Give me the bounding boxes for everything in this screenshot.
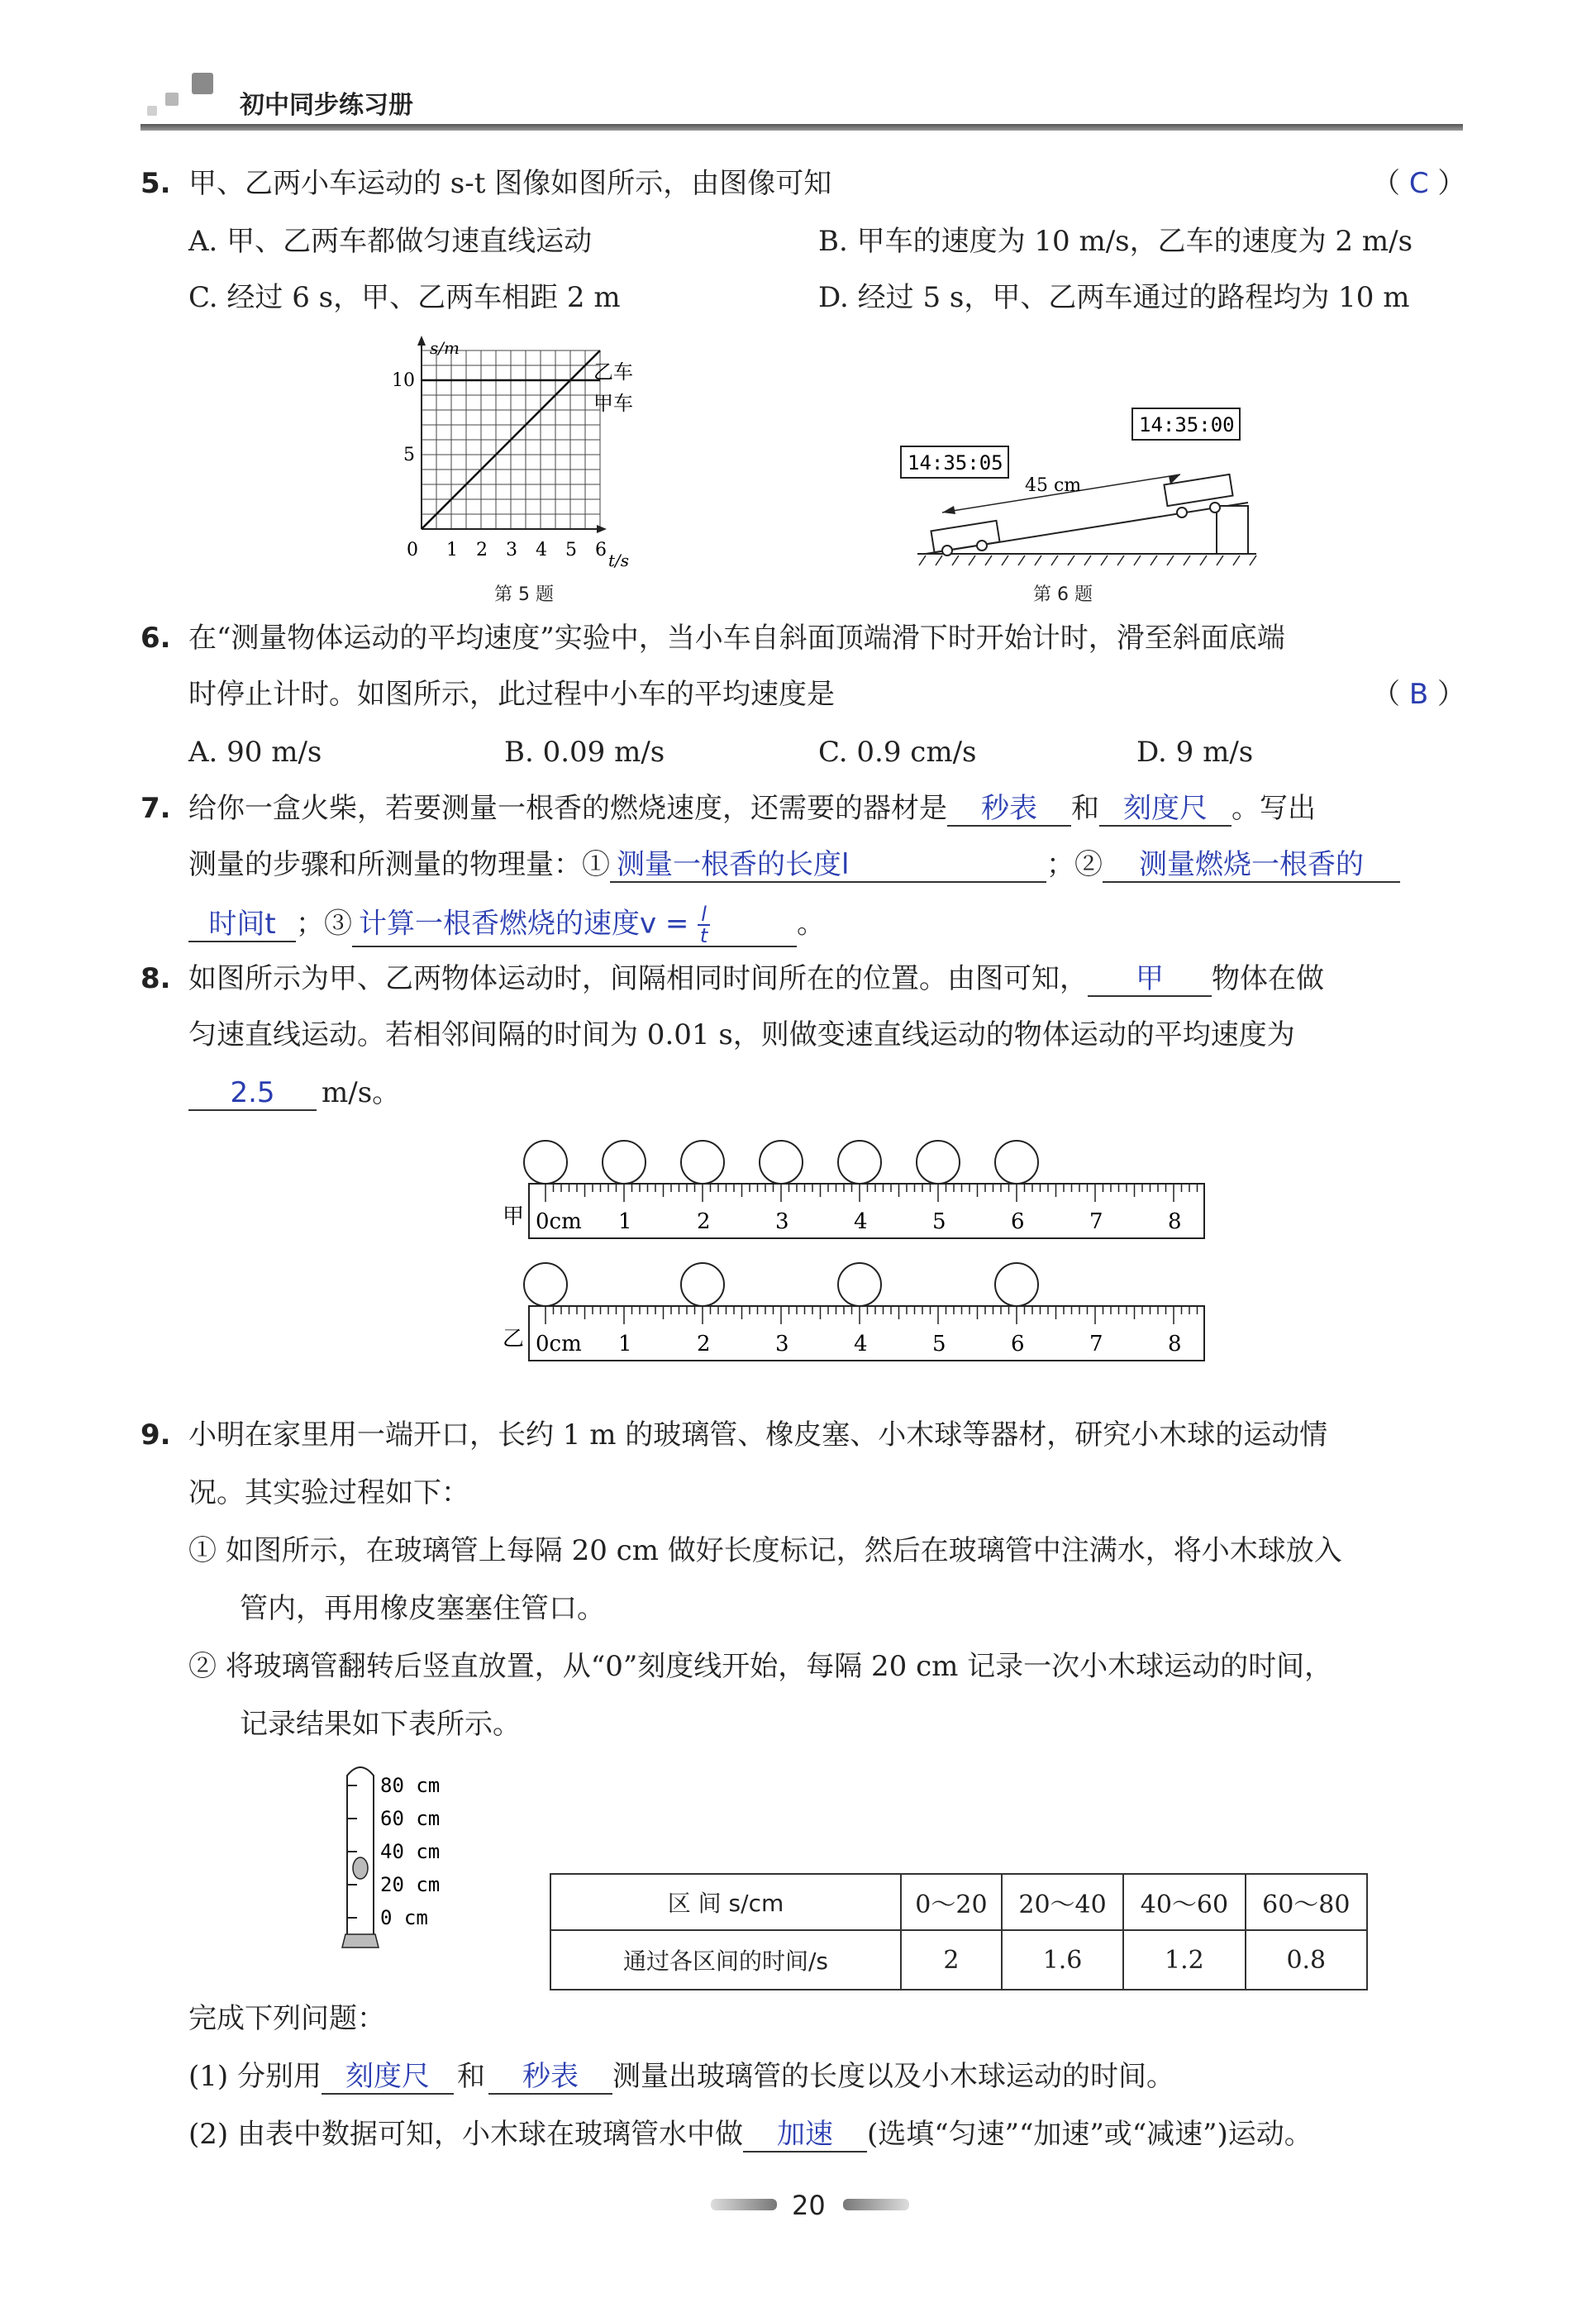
q8-text1: 如图所示为甲、乙两物体运动时，间隔相同时间所在的位置。由图可知， bbox=[188, 962, 1088, 995]
q7-line2 bbox=[188, 848, 1400, 883]
q9-glass-tube-figure bbox=[331, 1752, 529, 1951]
q9-sub1-blank2: 秒表 bbox=[488, 2060, 612, 2095]
q9-table-header-time: 通过各区间的时间/s bbox=[550, 1930, 901, 1990]
header-rule bbox=[141, 124, 1463, 131]
q5-y-tick: 5 bbox=[403, 445, 415, 465]
q8-line2: 匀速直线运动。若相邻间隔的时间为 0.01 s，则做变速直线运动的物体运动的平均速度为 bbox=[188, 1018, 1295, 1051]
q6-answer-bracket: （ B ） bbox=[1372, 678, 1465, 711]
q6-option-b: B. 0.09 m/s bbox=[504, 736, 665, 769]
q9-step1-line2: 管内，再用橡皮塞塞住管口。 bbox=[240, 1592, 605, 1625]
q8-unit: m/s。 bbox=[322, 1076, 401, 1109]
q8-ball bbox=[524, 1141, 567, 1184]
q9-sub2-pre: (2) 由表中数据可知，小木球在玻璃管水中做 bbox=[188, 2118, 743, 2151]
q7-line3 bbox=[188, 904, 825, 947]
q9-complete-label: 完成下列问题： bbox=[188, 2002, 385, 2035]
q8-ruler-label: 5 bbox=[932, 1332, 946, 1356]
q8-ball bbox=[681, 1263, 724, 1306]
q9-sub1 bbox=[188, 2060, 1174, 2095]
q7-fraction bbox=[698, 904, 710, 946]
q8-ball bbox=[524, 1263, 567, 1306]
q6-ground-hatch bbox=[919, 555, 1256, 565]
q5-legend-jia: 甲车 bbox=[593, 392, 633, 415]
q6-cart-bottom-wheel bbox=[977, 541, 987, 551]
q6-option-c: C. 0.9 cm/s bbox=[818, 736, 977, 769]
q8-ruler-label: 3 bbox=[775, 1332, 789, 1356]
q6-distance-label: 45 cm bbox=[1025, 475, 1082, 496]
q9-table-time: 0.8 bbox=[1246, 1930, 1367, 1990]
q8-ruler-label: 6 bbox=[1011, 1332, 1025, 1356]
q8-blank-object: 甲 bbox=[1088, 962, 1212, 997]
q5-x-tick: 6 bbox=[595, 540, 607, 560]
footer-deco-right bbox=[843, 2199, 909, 2210]
header-deco-square-large bbox=[192, 73, 213, 94]
q5-number: 5. bbox=[141, 167, 171, 200]
q5-x-tick: 2 bbox=[476, 540, 488, 560]
q7-sep2: ；② bbox=[1046, 848, 1103, 881]
q8-ruler-jia bbox=[524, 1141, 1204, 1238]
q9-sub1-pre: (1) 分别用 bbox=[188, 2060, 322, 2093]
q5-y-tick: 10 bbox=[392, 370, 415, 391]
q9-sub2-post: (选填“匀速”“加速”或“减速”)运动。 bbox=[866, 2118, 1313, 2151]
page-number: 20 bbox=[792, 2190, 826, 2221]
q7-text2: 。写出 bbox=[1232, 792, 1316, 825]
q8-ruler-label: 0cm bbox=[536, 1332, 582, 1356]
q9-table-time: 1.2 bbox=[1123, 1930, 1245, 1990]
header-deco-square-tiny bbox=[147, 106, 157, 116]
header-title: 初中同步练习册 bbox=[240, 91, 413, 120]
q6-distance-arrow-left bbox=[942, 506, 955, 514]
q7-number: 7. bbox=[141, 792, 171, 825]
q6-stem-line2: 时停止计时。如图所示，此过程中小车的平均速度是 bbox=[188, 678, 835, 711]
q9-data-table bbox=[550, 1873, 1368, 1990]
q9-table-interval: 40～60 bbox=[1123, 1874, 1245, 1930]
q5-x-tick: 5 bbox=[565, 540, 577, 560]
q8-ruler-label: 1 bbox=[618, 1332, 632, 1356]
q8-ball bbox=[838, 1263, 881, 1306]
q5-x-label: t/s bbox=[608, 551, 630, 570]
q8-ruler-label: 4 bbox=[854, 1332, 868, 1356]
q7-text3: 测量的步骤和所测量的物理量：① bbox=[188, 848, 610, 881]
q6-cart-top-wheel bbox=[1210, 503, 1220, 513]
q7-blank-step2a: 测量燃烧一根香的 bbox=[1103, 848, 1400, 883]
q5-x-tick: 4 bbox=[536, 540, 547, 560]
q8-number: 8. bbox=[141, 962, 171, 995]
q8-ruler-label: 2 bbox=[697, 1332, 711, 1356]
q5-option-b: B. 甲车的速度为 10 m/s，乙车的速度为 2 m/s bbox=[818, 225, 1413, 258]
q9-table-time: 2 bbox=[901, 1930, 1002, 1990]
q8-ball bbox=[995, 1141, 1038, 1184]
q9-step1-line1: ① 如图所示，在玻璃管上每隔 20 cm 做好长度标记，然后在玻璃管中注满水，将小木球放入 bbox=[188, 1534, 1342, 1567]
q9-line2: 况。其实验过程如下： bbox=[188, 1476, 469, 1509]
q8-ruler-label: 7 bbox=[1089, 1209, 1103, 1234]
q8-ruler-label: 7 bbox=[1089, 1332, 1103, 1356]
q9-sub2 bbox=[188, 2118, 1313, 2153]
q5-answer-bracket: （ C ） bbox=[1372, 167, 1466, 200]
q7-blank-step3 bbox=[352, 904, 797, 947]
q8-label-jia: 甲 bbox=[503, 1204, 525, 1229]
q9-table-interval: 60～80 bbox=[1246, 1874, 1367, 1930]
q5-y-axis-arrow bbox=[417, 336, 426, 346]
q8-ruler-label: 2 bbox=[697, 1209, 711, 1234]
q9-tube-mark-label: 60 cm bbox=[380, 1807, 441, 1830]
q6-cart-top-wheel bbox=[1177, 508, 1187, 517]
q9-number: 9. bbox=[141, 1418, 171, 1452]
q9-tube-mark-label: 0 cm bbox=[380, 1906, 428, 1929]
q7-frac-den: t bbox=[699, 924, 708, 947]
q8-ruler-label: 0cm bbox=[536, 1209, 582, 1234]
q5-x-ticks bbox=[407, 540, 607, 560]
q6-clock-start: 14:35:05 bbox=[908, 451, 1003, 474]
q5-answer: C bbox=[1408, 167, 1429, 200]
q8-ball bbox=[681, 1141, 724, 1184]
q7-blank-tool2: 刻度尺 bbox=[1099, 792, 1232, 827]
q6-stem-line1: 在“测量物体运动的平均速度”实验中，当小车自斜面顶端滑下时开始计时，滑至斜面底端 bbox=[188, 622, 1285, 655]
q9-sub1-blank1: 刻度尺 bbox=[322, 2060, 454, 2095]
q9-line1: 小明在家里用一端开口，长约 1 m 的玻璃管、橡皮塞、小木球等器材，研究小木球的运动情 bbox=[188, 1418, 1328, 1452]
q9-rubber-stopper bbox=[342, 1934, 379, 1948]
q8-text2: 物体在做 bbox=[1212, 962, 1324, 995]
header-deco-square-small bbox=[165, 93, 179, 106]
q5-x-tick: 0 bbox=[407, 540, 418, 560]
q9-table-time: 1.6 bbox=[1002, 1930, 1123, 1990]
q5-y-ticks bbox=[392, 370, 415, 465]
q7-blank-step2b: 时间t bbox=[188, 908, 296, 942]
q8-ruler-label: 8 bbox=[1168, 1209, 1182, 1234]
q5-x-tick: 1 bbox=[446, 540, 458, 560]
q6-cart-bottom bbox=[931, 521, 999, 552]
q5-y-label: s/m bbox=[430, 338, 460, 358]
q8-blank-speed: 2.5 bbox=[188, 1076, 317, 1111]
q9-tube-mark-label: 80 cm bbox=[380, 1774, 441, 1797]
q9-table-interval: 0～20 bbox=[901, 1874, 1002, 1930]
q7-blank-tool1: 秒表 bbox=[947, 792, 1071, 827]
q5-x-tick: 3 bbox=[506, 540, 517, 560]
q5-option-a: A. 甲、乙两车都做匀速直线运动 bbox=[188, 225, 593, 258]
q7-and: 和 bbox=[1071, 792, 1099, 825]
q7-blank-step1: 测量一根香的长度l bbox=[610, 848, 1046, 883]
q8-ball bbox=[603, 1141, 646, 1184]
q7-line1 bbox=[188, 792, 1316, 827]
q5-option-c: C. 经过 6 s，甲、乙两车相距 2 m bbox=[188, 281, 621, 314]
q5-st-chart bbox=[380, 331, 678, 579]
q9-table-header-interval: 区 间 s/cm bbox=[550, 1874, 901, 1930]
q6-support-block bbox=[1217, 506, 1248, 554]
q8-ruler-yi bbox=[524, 1263, 1204, 1361]
q9-tube-mark-label: 40 cm bbox=[380, 1840, 441, 1863]
footer-deco-left bbox=[711, 2199, 777, 2210]
q9-wooden-ball bbox=[353, 1857, 368, 1879]
q5-legend-yi: 乙车 bbox=[593, 360, 633, 384]
q7-text1: 给你一盒火柴，若要测量一根香的燃烧速度，还需要的器材是 bbox=[188, 792, 947, 825]
q7-step3-text: 计算一根香燃烧的速度v = bbox=[359, 907, 689, 941]
q7-end: 。 bbox=[797, 907, 825, 941]
table-row bbox=[550, 1930, 1367, 1990]
q6-clock-end: 14:35:00 bbox=[1139, 413, 1235, 436]
q6-incline-figure bbox=[893, 397, 1273, 570]
q8-ruler-label: 1 bbox=[618, 1209, 632, 1234]
q8-label-yi: 乙 bbox=[503, 1327, 525, 1352]
q9-sub2-blank: 加速 bbox=[743, 2118, 867, 2153]
q6-figure-caption: 第 6 题 bbox=[1033, 584, 1093, 605]
q5-stem: 甲、乙两小车运动的 s-t 图像如图所示，由图像可知 bbox=[188, 167, 832, 200]
q7-sep3: ；③ bbox=[296, 907, 352, 941]
table-row bbox=[550, 1874, 1367, 1930]
q6-option-a: A. 90 m/s bbox=[188, 736, 322, 769]
q8-ruler-label: 3 bbox=[775, 1209, 789, 1234]
q7-frac-num: l bbox=[698, 904, 710, 926]
q8-ruler-label: 6 bbox=[1011, 1209, 1025, 1234]
q8-rulers-figure bbox=[496, 1132, 1182, 1380]
q5-figure-caption: 第 5 题 bbox=[494, 584, 554, 605]
q8-ball bbox=[995, 1263, 1038, 1306]
q8-ruler-label: 5 bbox=[932, 1209, 946, 1234]
q6-answer: B bbox=[1408, 678, 1429, 711]
q9-tube-mark-label: 20 cm bbox=[380, 1873, 441, 1896]
q9-step2-line2: 记录结果如下表所示。 bbox=[240, 1708, 521, 1741]
q9-step2-line1: ② 将玻璃管翻转后竖直放置，从“0”刻度线开始，每隔 20 cm 记录一次小木球运动的时间， bbox=[188, 1650, 1333, 1683]
q8-ruler-label: 8 bbox=[1168, 1332, 1182, 1356]
q8-ball bbox=[838, 1141, 881, 1184]
q6-option-d: D. 9 m/s bbox=[1136, 736, 1254, 769]
q8-ball bbox=[760, 1141, 803, 1184]
q8-ball bbox=[917, 1141, 960, 1184]
q5-x-axis-arrow bbox=[597, 525, 607, 533]
q8-line3 bbox=[188, 1076, 400, 1111]
q8-ruler-label: 4 bbox=[854, 1209, 868, 1234]
q6-number: 6. bbox=[141, 622, 171, 655]
q8-line1 bbox=[188, 962, 1324, 997]
q9-table-interval: 20～40 bbox=[1002, 1874, 1123, 1930]
q9-sub1-and: 和 bbox=[456, 2060, 485, 2093]
q9-tube-marks bbox=[347, 1774, 440, 1929]
q9-sub1-post: 测量出玻璃管的长度以及小木球运动的时间。 bbox=[612, 2060, 1174, 2093]
q5-option-d: D. 经过 5 s，甲、乙两车通过的路程均为 10 m bbox=[818, 281, 1410, 314]
q6-cart-bottom-wheel bbox=[942, 546, 952, 555]
